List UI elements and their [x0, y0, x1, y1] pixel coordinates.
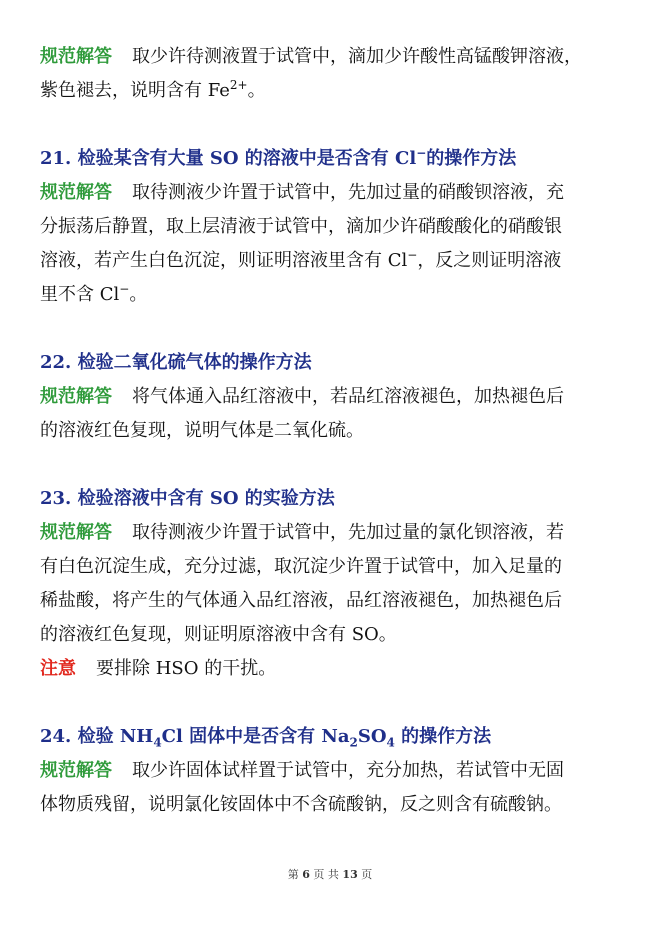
answer-line	[40, 244, 630, 278]
formula-subscript: 4	[386, 735, 395, 750]
formula-subscript: 4	[153, 735, 162, 750]
page-number: 6	[302, 868, 310, 881]
note-label: 注意	[40, 658, 76, 679]
answer-text: 取待测液少许置于试管中，先加过量的硝酸钡溶液，充	[132, 182, 564, 203]
formula-subscript: 2	[349, 735, 358, 750]
section-heading-24	[40, 720, 630, 754]
answer-text: 稀盐酸，将产生的气体通入品红溶液，品红溶液褪色，加热褪色后	[40, 590, 562, 611]
answer-line	[40, 788, 630, 822]
heading-text: 21. 检验某含有大量 SO 的溶液中是否含有 Cl	[40, 148, 417, 169]
answer-line	[40, 516, 630, 550]
answer-text: 取少许固体试样置于试管中，充分加热，若试管中无固	[132, 760, 564, 781]
charge-superscript: −	[416, 146, 427, 160]
heading-text: 24. 检验 NH	[40, 726, 154, 747]
heading-text: 的操作方法	[426, 148, 517, 169]
answer-line	[40, 210, 630, 244]
answer-text: 分振荡后静置，取上层清液于试管中，滴加少许硝酸酸化的硝酸银	[40, 216, 562, 237]
footer-suffix: 页	[361, 868, 373, 881]
answer-text: 的溶液红色复现，则证明原溶液中含有 SO。	[40, 624, 397, 645]
answer-text: 取少许待测液置于试管中，滴加少许酸性高锰酸钾溶液，	[132, 46, 582, 67]
answer-line	[40, 74, 630, 108]
charge-superscript: 2+	[229, 78, 248, 92]
answer-text: 取待测液少许置于试管中，先加过量的氯化钡溶液，若	[132, 522, 564, 543]
answer-label: 规范解答	[40, 760, 112, 781]
answer-text: 。	[247, 80, 266, 101]
answer-line	[40, 618, 630, 652]
answer-line	[40, 414, 630, 448]
answer-line	[40, 754, 630, 788]
answer-text: ，反之则证明溶液	[417, 250, 562, 271]
answer-text: 紫色褪去，说明含有 Fe	[40, 80, 230, 101]
answer-line	[40, 40, 630, 74]
answer-text: 体物质残留，说明氯化铵固体中不含硫酸钠，反之则含有硫酸钠。	[40, 794, 562, 815]
answer-line	[40, 380, 630, 414]
answer-text: 将气体通入品红溶液中，若品红溶液褪色，加热褪色后	[132, 386, 564, 407]
section-heading-21	[40, 142, 630, 176]
answer-label: 规范解答	[40, 522, 112, 543]
answer-line	[40, 584, 630, 618]
note-text: 要排除 HSO 的干扰。	[96, 658, 277, 679]
answer-label: 规范解答	[40, 182, 112, 203]
footer-middle: 页 共	[313, 868, 339, 881]
page-footer	[0, 866, 660, 882]
answer-text: 溶液，若产生白色沉淀，则证明溶液里含有 Cl	[40, 250, 408, 271]
answer-label: 规范解答	[40, 46, 112, 67]
answer-line	[40, 550, 630, 584]
answer-text: 的溶液红色复现，说明气体是二氧化硫。	[40, 420, 364, 441]
answer-text: 。	[129, 284, 148, 305]
heading-text: 的操作方法	[394, 726, 492, 747]
charge-superscript: −	[119, 282, 130, 296]
section-heading-22: 22. 检验二氧化硫气体的操作方法	[40, 352, 312, 373]
page-total: 13	[342, 868, 358, 881]
section-heading-23: 23. 检验溶液中含有 SO 的实验方法	[40, 488, 335, 509]
charge-superscript: −	[407, 248, 418, 262]
answer-text: 有白色沉淀生成，充分过滤，取沉淀少许置于试管中，加入足量的	[40, 556, 562, 577]
answer-label: 规范解答	[40, 386, 112, 407]
answer-line	[40, 176, 630, 210]
note-line	[40, 652, 630, 686]
answer-line	[40, 278, 630, 312]
heading-text: SO	[357, 726, 387, 747]
answer-text: 里不含 Cl	[40, 284, 120, 305]
footer-prefix: 第	[287, 868, 299, 881]
heading-text: Cl 固体中是否含有 Na	[161, 726, 350, 747]
